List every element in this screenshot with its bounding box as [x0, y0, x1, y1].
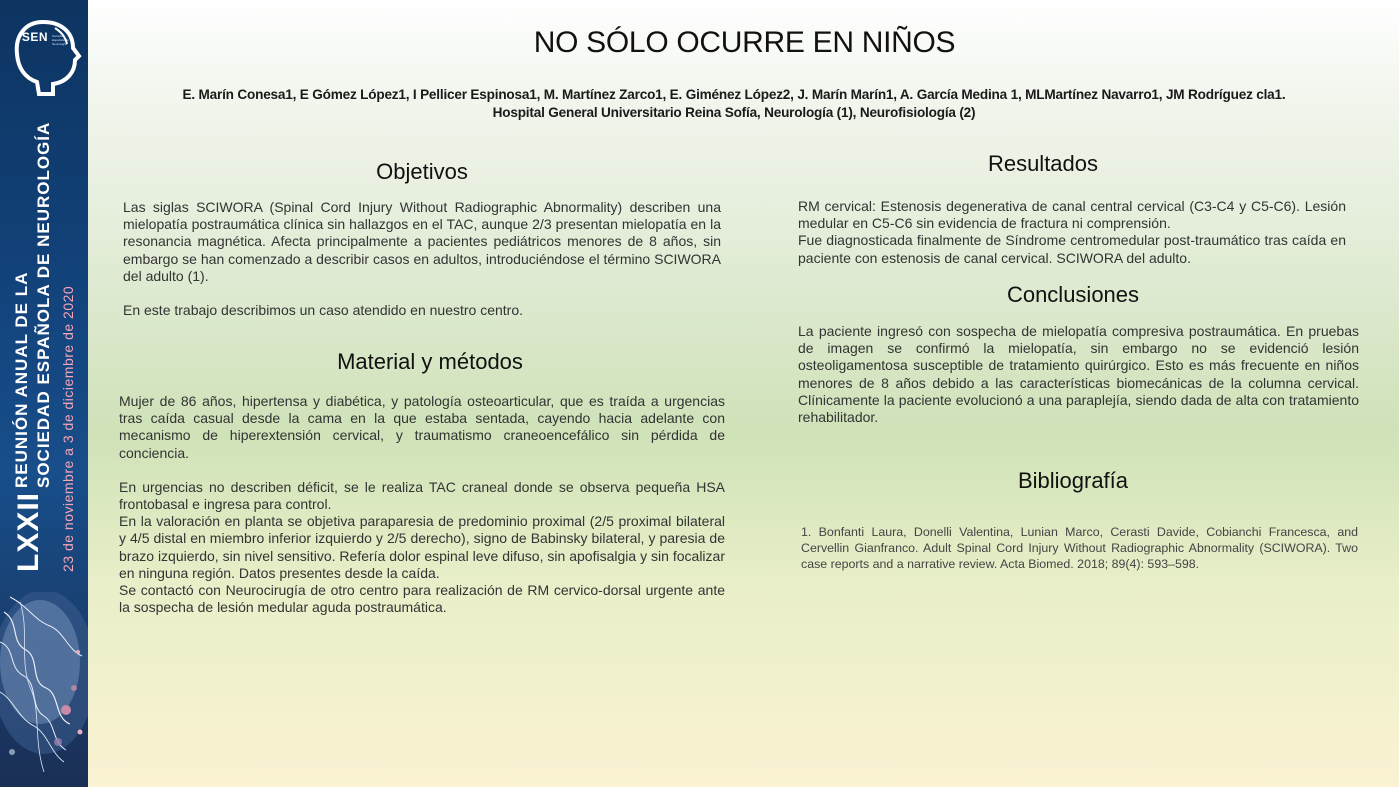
poster-title: NO SÓLO OCURRE EN NIÑOS: [533, 26, 956, 59]
bibliografia-section: [801, 524, 1358, 572]
logo-subtitle: Sociedad Española de Neurología: [52, 34, 69, 46]
material-section: [119, 393, 725, 616]
material-paragraph-3: En la valoración en planta se objetiva paraparesia de predominio proximal (2/5 proximal bilateral y 4/5 distal en miembro inferior izquierdo y 2/5 derecho), signo de Babinsky bilateral, y paresia de brazo izquierdo, sin nivel sensitivo. Refería dolor espinal leve difuso, sin apofisalgia y sin focalizar en ninguna región. Datos presentes desde la caída.: [119, 513, 725, 581]
material-paragraph-4: Se contactó con Neurocirugía de otro centro para realización de RM cervico-dorsal urgente ante la sospecha de lesión medular aguda postraumática.: [119, 582, 725, 616]
resultados-section: [798, 198, 1346, 267]
event-line-1: REUNIÓN ANUAL DE LA: [12, 271, 31, 488]
material-paragraph-1: Mujer de 86 años, hipertensa y diabética, y patología osteoarticular, que es traída a urgencias tras caída casual desde la cama en la que estaba sentada, cayendo hacia adelante con mecanismo de hiperextensión cervical, y traumatismo craneoencefálico sin pérdida de conciencia.: [119, 393, 725, 461]
event-banner: [10, 12, 88, 572]
objetivos-section: [123, 199, 721, 319]
bibliografia-heading: Bibliografía: [1017, 468, 1129, 493]
resultados-paragraph-2: Fue diagnosticada finalmente de Síndrome centromedular post-traumático tras caída en paciente con estenosis de canal cervical. SCIWORA del adulto.: [798, 232, 1346, 266]
resultados-paragraph-1: RM cervical: Estenosis degenerativa de canal central cervical (C3-C4 y C5-C6). Lesión medular en C5-C6 sin evidencia de fractura ni comprensión.: [798, 198, 1346, 232]
objetivos-paragraph-1: Las siglas SCIWORA (Spinal Cord Injury Without Radiographic Abnormality) describen una mielopatía postraumática clínica sin hallazgos en el TAC, aunque 2/3 presentan mielopatía en la resonancia magnética. Afecta principalmente a pacientes pediátricos menores de 8 años, sin embargo se han comenzado a describir casos en adultos, introduciéndose el término SCIWORA del adulto (1).: [123, 199, 721, 284]
conclusiones-section: [798, 323, 1359, 426]
material-heading: Material y métodos: [337, 349, 523, 374]
objetivos-heading: Objetivos: [376, 159, 468, 184]
logo-text: SEN: [21, 30, 49, 44]
event-sidebar: [0, 0, 88, 787]
reference-item: 1. Bonfanti Laura, Donelli Valentina, Lunian Marco, Cerasti Davide, Cobianchi Francesca, and Cervellin Gianfranco. Adult Spinal Cord Injury Without Radiographic Abnormality (SCIWORA). Two case reports and a narrative review. Acta Biomed. 2018; 89(4): 593–598.: [801, 525, 1358, 571]
material-paragraph-2: En urgencias no describen déficit, se le realiza TAC craneal donde se observa pequeña HSA frontobasal e ingresa para control.: [119, 478, 725, 513]
resultados-heading: Resultados: [987, 151, 1099, 176]
event-edition: LXXII: [12, 491, 45, 572]
authors-list: E. Marín Conesa1, E Gómez López1, I Pellicer Espinosa1, M. Martínez Zarco1, E. Giménez López2, J. Marín Marín1, A. García Medina 1, MLMartínez Navarro1, JM Rodríguez cla1.: [182, 87, 1286, 102]
brain-illustration-icon: [0, 592, 88, 787]
conclusiones-heading: Conclusiones: [1006, 282, 1140, 307]
conclusiones-paragraph-1: La paciente ingresó con sospecha de mielopatía compresiva postraumática. En pruebas de imagen se confirmó la mielopatía, sin embargo no se evidenció lesión osteoligamentosa susceptible de tratamiento quirúrgico. Esto es más frecuente en niños menores de 8 años debido a las características biomecánicas de la columna cervical. Clínicamente la paciente evolucionó a una paraplejía, siendo dada de alta con tratamiento rehabilitador.: [798, 323, 1359, 426]
event-dates: 23 de noviembre a 3 de diciembre de 2020: [60, 285, 76, 572]
author-block: [96, 86, 1372, 122]
objetivos-paragraph-2: En este trabajo describimos un caso atendido en nuestro centro.: [123, 302, 524, 319]
affiliation: Hospital General Universitario Reina Sofía, Neurología (1), Neurofisiología (2): [492, 105, 976, 120]
event-line-2: SOCIEDAD ESPAÑOLA DE NEUROLOGÍA: [34, 121, 53, 488]
